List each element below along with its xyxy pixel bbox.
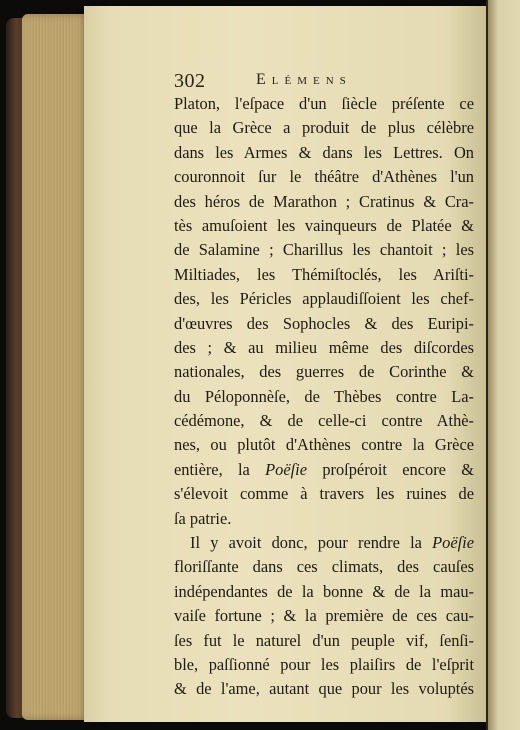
text-line: des héros de Marathon ; Cratinus & Cra- — [174, 191, 474, 211]
text-fragment: proſpéroit encore & — [322, 459, 474, 479]
text-line: des ; & au milieu même des diſcordes — [174, 337, 474, 357]
text-line: que la Grèce a produit de plus célèbre — [174, 118, 474, 138]
italic-word: Poëſie — [265, 459, 308, 479]
body-text — [174, 92, 474, 702]
text-line: s'élevoit comme à travers les ruines de — [174, 484, 474, 504]
italic-word: Poëſie — [432, 533, 474, 553]
text-fragment: Il y avoit donc, pour rendre la — [190, 533, 422, 553]
text-line: vaiſe fortune ; & la première de ces cau- — [174, 606, 474, 626]
text-line: dans les Armes & dans les Lettres. On — [174, 142, 474, 162]
text-line-mixed — [174, 531, 474, 555]
text-line: indépendantes de la bonne & de la mau- — [174, 581, 474, 601]
text-line: tès amuſoient les vainqueurs de Platée & — [174, 215, 474, 235]
text-line: floriſſante dans ces climats, des cauſes — [174, 557, 474, 577]
text-fragment: entière, la — [174, 459, 250, 479]
text-line: Miltiades, les Thémiſtoclés, les Ariſti- — [174, 264, 474, 284]
text-line: de Salamine ; Charillus les chantoit ; les — [174, 240, 474, 260]
text-line: ble, paſſionné pour les plaiſirs de l'eſprit — [174, 654, 474, 674]
text-line: Platon, l'eſpace d'un ſiècle préſente ce — [174, 94, 474, 113]
text-line: ſes fut le naturel d'un peuple vif, ſenſi- — [174, 630, 474, 650]
running-title: Elémens — [256, 71, 352, 88]
text-line: d'œuvres des Sophocles & des Euripi- — [174, 313, 474, 333]
page-number: 302 — [174, 70, 206, 92]
page-edges — [22, 14, 92, 720]
text-line: couronnoit ſur le théâtre d'Athènes l'un — [174, 167, 474, 187]
text-line: des, les Péricles applaudiſſoient les chef- — [174, 289, 474, 309]
text-line: nes, ou plutôt d'Athènes contre la Grèce — [174, 435, 474, 455]
text-line: nationales, des guerres de Corinthe & — [174, 362, 474, 382]
text-line: & de l'ame, autant que pour les voluptés — [174, 679, 474, 699]
text-line: du Péloponnèſe, de Thèbes contre La- — [174, 386, 474, 406]
facing-page-edge — [486, 0, 520, 730]
text-line: cédémone, & de celle-ci contre Athè- — [174, 411, 474, 431]
text-line: ſa patrie. — [174, 508, 232, 528]
text-line-mixed — [174, 458, 474, 482]
